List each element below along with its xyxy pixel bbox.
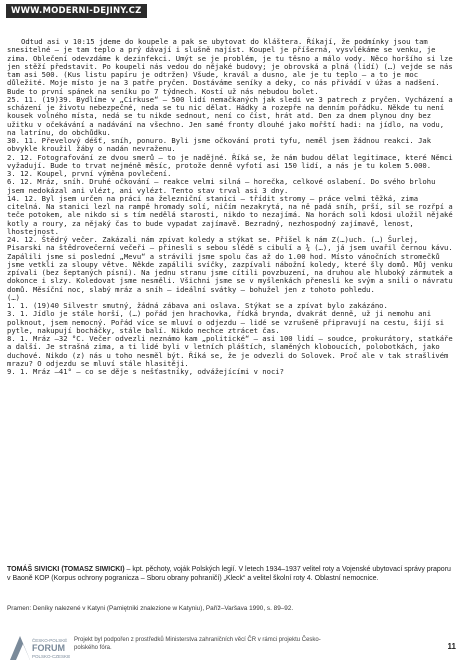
funding-note: Projekt byl podpořen z prostředků Ministerstva zahraničních věcí ČR v rámci projektu Česko-polského fóra. [74,637,321,651]
forum-logo [10,634,70,660]
svg-text:FORUM: FORUM [32,643,65,653]
paragraph: Odtud asi v 10:15 jdeme do koupele a pak se ubytovat do kláštera. Říkají, že podmínky jsou tam snesitelné – je tam teplo a prý dávají i slušně najíst. Koupel je příšerná, vysvlékáme se venku, je zima. Oblečení odevzdáme k dezinfekci. Umýt se je problém, je tu těsno a málo vody. Něco horšího si lze jen stěží představit. Po koupeli nás vedou do nějaké budovy; je obrovská a plná (lidí) (…) vejde se nás tam asi 500. (Kus listu papíru je odtržen) Všude, kravál a dusno, ale je tu teplo – a to je moc důležité. Moje místo je na 3 patře pryčen. Dostáváme seníky a deky, co nás přivádí v úžas a nadšení. Bude to první spánek na seníku po 7 týdnech. Kostí už nás nebudou bolet. [7,37,453,96]
site-url-tag: WWW.MODERNI-DEJINY.CZ [6,4,147,18]
paragraph: (…) [7,292,20,302]
paragraph: 2. 12. Fotografování ze dvou smerů – to je nadějné. Říká se, že nám budou dělat legitimace, které Němci vyžadují. Bude to trvat nejméně měsíc, protože denně vyfotí asi 150 lidí, a nás je tu kolem 5.000. [7,152,453,170]
author-description: – kpt. pěchoty, voják Polských legií. V letech 1934–1937 velitel roty a Vojenské ubytovací správy praporu v Baoně KOP (Korpus ochrony pogranicza – Sboru obrany pohraničí) „Kleck“ a velitel školní roty 4. Oblastní nemocnice. [7,566,451,583]
paragraph: 3. 1. Jídlo je stále horší, (…) pořád jen hrachovka, řídká brynda, dvakrát denně, už ji nemohu ani polknout, jsem nemocný. Pořád více se mluví o odjezdu – lidé se vzrušeně připravují na cestu, šijí si pytle, nakupují bocháčky, stále balí. Nikdo nechce ztrácet čas. [7,309,445,335]
paragraph: 9. 1. Mráz –41° – co se děje s nešťastníky, odvážejícími v noci? [7,367,284,376]
paragraph: 25. 11. (19)39. Bydlíme v „Cirkuse“ – 500 lidí nemačkaných jak sledi ve 3 patrech z pryčen. Vycházení a scházení je životu nebezpečné, neda se tu nic dělat. Hádky a rozepře na denním pořádku. Někde tu není kousek volného místa, nedá se tu nikde sednout, není co číst, hrát atd. Den za dnem plynou dny bez užitku v očekávání a nadávání na všechno. Jen samé fronty dlouhé jako mořští hadi: na jídlo, na vodu, na latrínu, do obchůdku. [7,94,453,137]
paragraph: 6. 12. Mráz, sníh. Druhé očkování – reakce velmi silná – horečka, celkové oslabení. Do svého brlohu jsem nedokázal ani vlézt, ani vylézt. Tento stav trval asi 3 dny. [7,177,436,195]
forum-logo-icon [10,634,70,660]
paragraph: 30. 11. Převelový déšť, sníh, ponuro. Byli jsme očkování proti tyfu, neměl jsem žádnou reakci. Jak obvykle kroužil žáby o nadán nevraženu. [7,136,432,154]
paragraph: 14. 12. Byl jsem určen na práci na železniční stanici – třídit stromy – práce velmi těžká, zima citelná. Na stanici lezl na rampě hromady solí, ničím nezakrytá, na ně padá sníh, prší, síl se rozřpí a teče potokem, ale nikdo si s tím nedělá starosti, nikdo to nezajímá. Na horách soli kdosi uložil nějaké kotly a roury, za nějaký čas to bude vypadat zajímavě. Bezradný, nezhospodný zajímavě, lenost, lhostejnost. [7,193,453,236]
paragraph: 8. 1. Mráz –32 °C. Večer odvezli neznámo kam „politické“ – asi 100 lidí – soudce, prokurátory, statkáře a další. Je strašná zima, a ti lidé byli v letních pláštích, slaměných kloboucích, polobotkách, jako duchové. Nikdo (z) nás u toho nesměl být. Říká se, že je odvezli do Solovek. Proč ale v tak strašlivém mrazu? O odjezdu se mluví stále hlasitěji. [7,334,453,368]
paragraph: 24. 12. Štědrý večer. Zakázali nám zpívat koledy a stýkat se. Přišel k nám Z(…)uch. (…) Šurlej, Pisarski na štědrovečerní večeři – přinesli s sebou slédě s cibulí a ¾ (…), já jsem uvařil černou kávu. Zapálili jsme si poslední „Mevu“ a strávili jsme spolu čas až do 1.00 hod. Místo vánočních stromečků jsme vetkli za sloupy větve. Někde zapálili svíčky, zazpívali nábožní koledy, které šly domů. Můj venku zpívali (bez šeptaných písní). Na jednu stranu jsme cítili povzbuzení, na druhou ale hluboký zármutek a dokonce i slzy. Koledovat jsme nesměli. Všichni jsme se v myšlenkách přenesli ke svým a snili o návratu domů. Měsíční noc, slabý mráz a sníh – ideální svátky – bohužel jen z tohoto pohledu. [7,235,453,294]
author-name: TOMÁŠ SIVICKI (TOMASZ SIWICKI) [7,566,125,573]
svg-text:POLSKO-CZESKIE: POLSKO-CZESKIE [32,654,70,659]
author-bio [7,565,453,583]
source-note: Pramen: Deníky nalezené v Katyni (Pamiętniki znalezione w Katyniu), Paříž–Varšava 1990, s. 89–92. [7,605,294,612]
svg-text:ČESKO-POLSKÉ: ČESKO-POLSKÉ [32,638,68,643]
paragraph: 1. 1. (19)40 Silvestr smutný, žádná zábava ani oslava. Stýkat se a zpívat bylo zakázáno. [7,301,388,310]
diary-text [7,38,453,376]
page-number: 11 [447,642,456,651]
paragraph: 3. 12. Koupel, první výměna povlečení. [7,169,172,178]
